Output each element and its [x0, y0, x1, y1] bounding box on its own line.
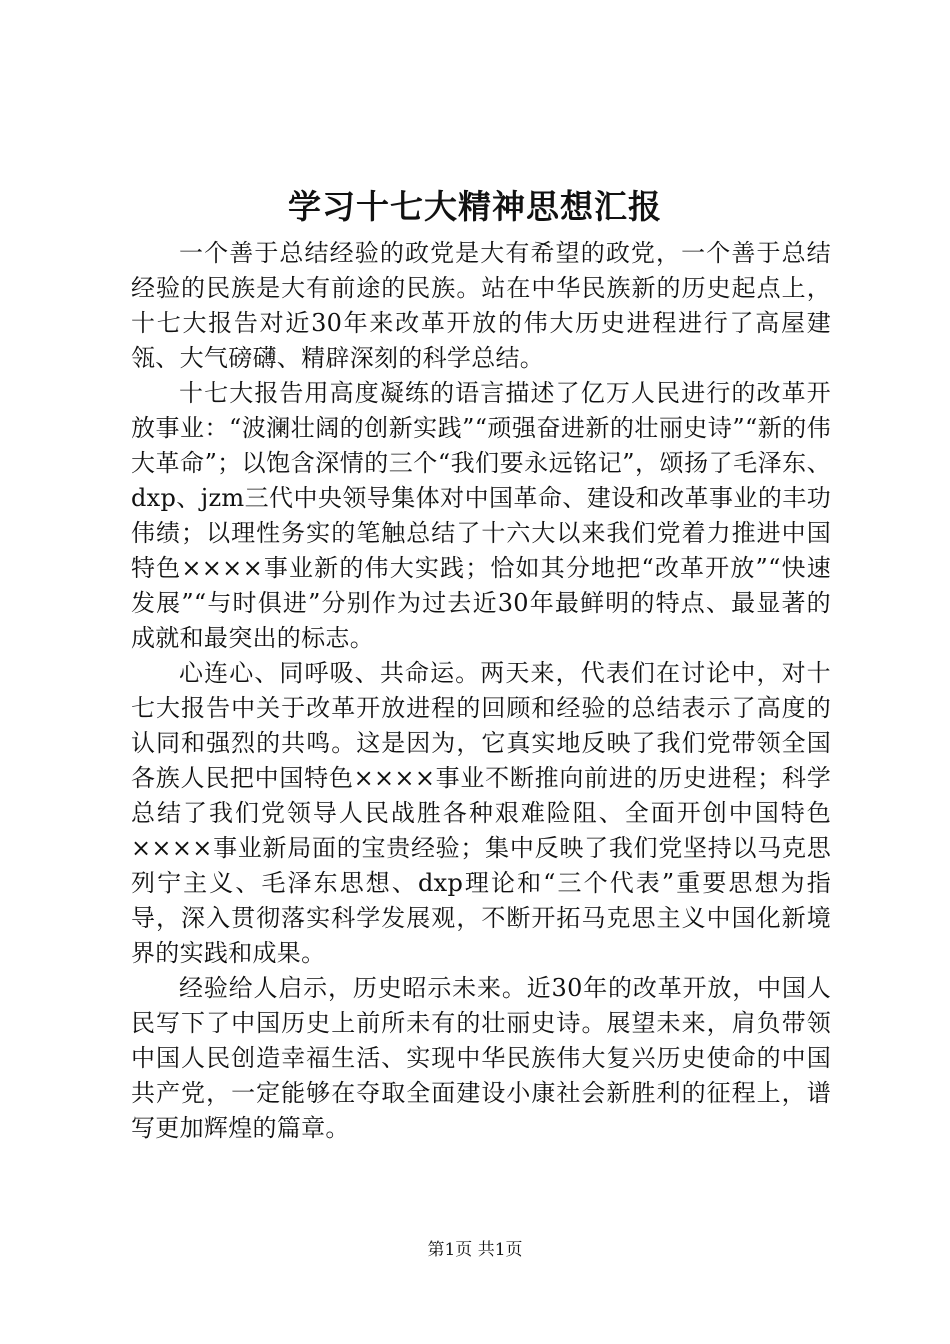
paragraph-2: 十七大报告用高度凝练的语言描述了亿万人民进行的改革开放事业：“波澜壮阔的创新实践”“顽强奋进新的壮丽史诗”“新的伟大革命”；以饱含深情的三个“我们要永远铭记”，颂扬了毛泽东、dxp、jzm三代中央领导集体对中国革命、建设和改革事业的丰功伟绩；以理性务实的笔触总结了十六大以来我们党着力推进中国特色××××事业新的伟大实践；恰如其分地把“改革开放”“快速发展”“与时俱进”分别作为过去近30年最鲜明的特点、最显著的成就和最突出的标志。: [131, 379, 831, 652]
paragraph-3: 心连心、同呼吸、共命运。两天来，代表们在讨论中，对十七大报告中关于改革开放进程的回顾和经验的总结表示了高度的认同和强烈的共鸣。这是因为，它真实地反映了我们党带领全国各族人民把中国特色××××事业不断推向前进的历史进程；科学总结了我们党领导人民战胜各种艰难险阻、全面开创中国特色××××事业新局面的宝贵经验；集中反映了我们党坚持以马克思列宁主义、毛泽东思想、dxp理论和“三个代表”重要思想为指导，深入贯彻落实科学发展观，不断开拓马克思主义中国化新境界的实践和成果。: [131, 659, 831, 967]
paragraph-4: 经验给人启示，历史昭示未来。近30年的改革开放，中国人民写下了中国历史上前所未有的壮丽史诗。展望未来，肩负带领中国人民创造幸福生活、实现中华民族伟大复兴历史使命的中国共产党，一定能够在夺取全面建设小康社会新胜利的征程上，谱写更加辉煌的篇章。: [131, 974, 831, 1142]
document-title: 学习十七大精神思想汇报: [288, 187, 662, 226]
page-footer: 第1页 共1页: [427, 1240, 523, 1260]
document-body: [131, 236, 831, 1146]
paragraph-1: 一个善于总结经验的政党是大有希望的政党，一个善于总结经验的民族是大有前途的民族。站在中华民族新的历史起点上，十七大报告对近30年来改革开放的伟大历史进程进行了高屋建瓴、大气磅礴、精辟深刻的科学总结。: [131, 239, 831, 372]
